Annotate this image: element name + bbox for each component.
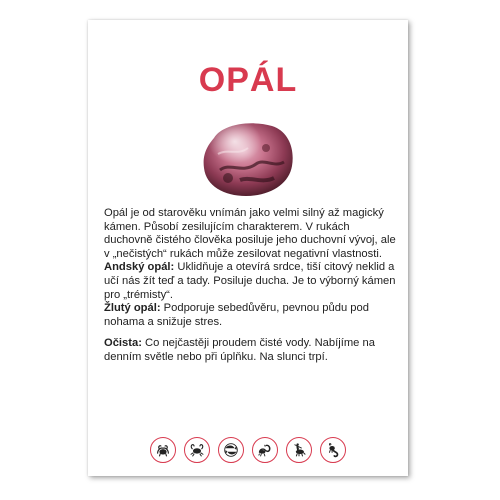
sagittarius-icon bbox=[286, 437, 312, 463]
card-title: OPÁL bbox=[198, 61, 298, 99]
cancer-icon bbox=[184, 437, 210, 463]
cleansing-label: Očista: bbox=[104, 337, 142, 350]
yellow-opal-paragraph bbox=[104, 302, 396, 329]
andean-opal-label: Andský opál: bbox=[104, 261, 175, 274]
cleansing-text: Co nejčastěji proudem čisté vody. Nabíjíme na denním světle nebo při úplňku. Na slunci trpí. bbox=[104, 337, 375, 363]
capricorn-icon bbox=[320, 437, 346, 463]
yellow-opal-label: Žlutý opál: bbox=[104, 302, 161, 315]
description-text bbox=[104, 207, 396, 365]
yellow-opal-text: Podporuje sebedůvěru, pevnou půdu pod nohama a snižuje stres. bbox=[104, 302, 369, 328]
intro-paragraph bbox=[104, 207, 396, 261]
andean-opal-text: Uklidňuje a otevírá srdce, tiší citový neklid a učí nás žít teď a tady. Posiluje ducha. Je to výborný kámen pro „trémisty“. bbox=[104, 261, 396, 301]
aries-icon bbox=[150, 437, 176, 463]
cleansing-paragraph bbox=[104, 337, 396, 364]
gemstone-card bbox=[88, 20, 408, 476]
scorpio-icon bbox=[252, 437, 278, 463]
opal-stone-image bbox=[200, 118, 296, 198]
andean-opal-paragraph bbox=[104, 261, 396, 302]
pisces-icon bbox=[218, 437, 244, 463]
zodiac-icons bbox=[150, 437, 346, 467]
intro-text: Opál je od starověku vnímán jako velmi silný až magický kámen. Působí zesilujícím charakterem. V rukách duchovně čistého člověka posiluje jeho duchovní vývoj, ale v „nečistých“ rukách může zesilovat negativní vlastnosti. bbox=[104, 207, 396, 260]
